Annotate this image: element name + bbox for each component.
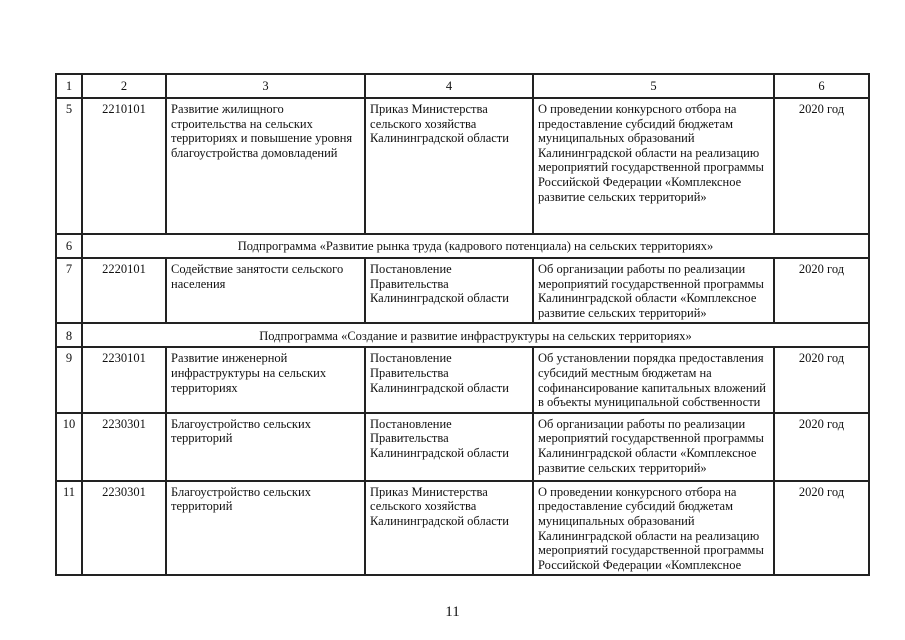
document-title-line: Об организации работы по реализации [538,416,746,431]
document-title-line: Российской Федерации «Комплексное [538,557,742,572]
activity-name [166,258,365,323]
table-row [56,98,869,234]
document-type-line: Правительства [370,365,449,380]
document-type-line: сельского хозяйства [370,116,477,131]
activity-name-line: инфраструктуры на сельских [171,365,327,380]
document-title-line: предоставление субсидий бюджетам [538,499,733,514]
document-type-line: Калининградской области [370,513,509,528]
document-type-line: Постановление [370,351,452,366]
document-type-line: сельского хозяйства [370,499,477,514]
document-type-line: Калининградской области [370,445,509,460]
document-title-line: Калининградской области на реализацию [538,145,760,160]
document-type-line: Правительства [370,431,449,446]
subprogram-row [56,234,869,258]
document-title [533,258,774,323]
document-title-line: мероприятий государственной программы [538,160,764,175]
column-header: 3 [166,74,365,98]
document-table [55,73,870,576]
document-type-line: Правительства [370,276,449,291]
document-title-line: О проведении конкурсного отбора на [538,484,737,499]
row-number: 7 [56,258,82,323]
target-code: 2210101 [82,98,166,234]
document-title-line: Об организации работы по реализации [538,262,746,276]
activity-name-line: Развитие инженерной [171,351,288,366]
activity-name-line: территориях и повышение уровня [171,131,353,146]
activity-name-line: Благоустройство сельских [171,484,311,499]
activity-name [166,347,365,412]
document-title-line: О проведении конкурсного отбора на [538,102,737,116]
activity-name-line: Развитие жилищного [171,102,284,116]
document-type-line: Постановление [370,416,452,431]
subprogram-title: Подпрограмма «Развитие рынка труда (кадрового потенциала) на сельских территориях» [82,234,869,258]
activity-name-line: Благоустройство сельских [171,416,311,431]
activity-name [166,98,365,234]
document-title-line: муниципальных образований [538,513,695,528]
activity-name-line: благоустройства домовладений [171,145,338,160]
document-title [533,481,774,576]
document-title-line: Российской Федерации «Комплексное [538,174,742,189]
activity-name-line: строительства на сельских [171,116,313,131]
document-title-line: мероприятий государственной программы [538,431,764,446]
document-type [365,481,533,576]
column-header: 2 [82,74,166,98]
document-title-line: в объекты муниципальной собственности [538,395,761,410]
table-row [56,258,869,323]
table-header-row [56,74,869,98]
activity-name-line: территориях [171,380,238,395]
year: 2020 год [774,481,869,576]
document-title-line: Калининградской области на реализацию [538,528,760,543]
document-title-line: развитие сельских территорий» [538,460,707,475]
document-title-line: Калининградской области «Комплексное [538,445,757,460]
document-type-line: Калининградской области [370,131,509,146]
document-title-line: развитие сельских территорий» [538,189,707,204]
column-header: 1 [56,74,82,98]
year: 2020 год [774,258,869,323]
subprogram-row [56,323,869,347]
activity-name-line: территорий [171,431,233,446]
row-number: 9 [56,347,82,412]
activity-name [166,481,365,576]
document-title-line: софинансирование капитальных вложений [538,380,766,395]
document-title [533,98,774,234]
target-code: 2230301 [82,413,166,481]
column-header: 6 [774,74,869,98]
row-number: 6 [56,234,82,258]
document-type-line: Приказ Министерства [370,102,488,116]
document-title-line: мероприятий государственной программы [538,276,764,291]
document-title-line: предоставление субсидий бюджетам [538,116,733,131]
activity-name-line: территорий [171,499,233,514]
document-type [365,98,533,234]
column-header: 4 [365,74,533,98]
target-code: 2230301 [82,481,166,576]
document-title-line: Калининградской области «Комплексное [538,291,757,306]
row-number: 5 [56,98,82,234]
target-code: 2230101 [82,347,166,412]
table-row [56,481,869,576]
row-number: 8 [56,323,82,347]
document-type [365,258,533,323]
document-title-line: развитие сельских территорий» [538,305,707,320]
activity-name [166,413,365,481]
document-title [533,347,774,412]
table-row [56,413,869,481]
row-number: 10 [56,413,82,481]
year: 2020 год [774,347,869,412]
column-header: 5 [533,74,774,98]
document-type-line: Калининградской области [370,380,509,395]
subprogram-title: Подпрограмма «Создание и развитие инфраструктуры на сельских территориях» [82,323,869,347]
year: 2020 год [774,413,869,481]
table-row [56,347,869,412]
document-title-line: мероприятий государственной программы [538,543,764,558]
document-type-line: Калининградской области [370,291,509,306]
document-title [533,413,774,481]
document-type-line: Приказ Министерства [370,484,488,499]
activity-name-line: Содействие занятости сельского [171,262,344,276]
document-title-line: Об установлении порядка предоставления [538,351,764,366]
activity-name-line: населения [171,276,226,291]
document-type-line: Постановление [370,262,452,276]
target-code: 2220101 [82,258,166,323]
row-number: 11 [56,481,82,576]
page-number: 11 [445,604,460,620]
year: 2020 год [774,98,869,234]
document-type [365,413,533,481]
document-title-line: субсидий местным бюджетам на [538,365,712,380]
document-type [365,347,533,412]
document-title-line: муниципальных образований [538,131,695,146]
